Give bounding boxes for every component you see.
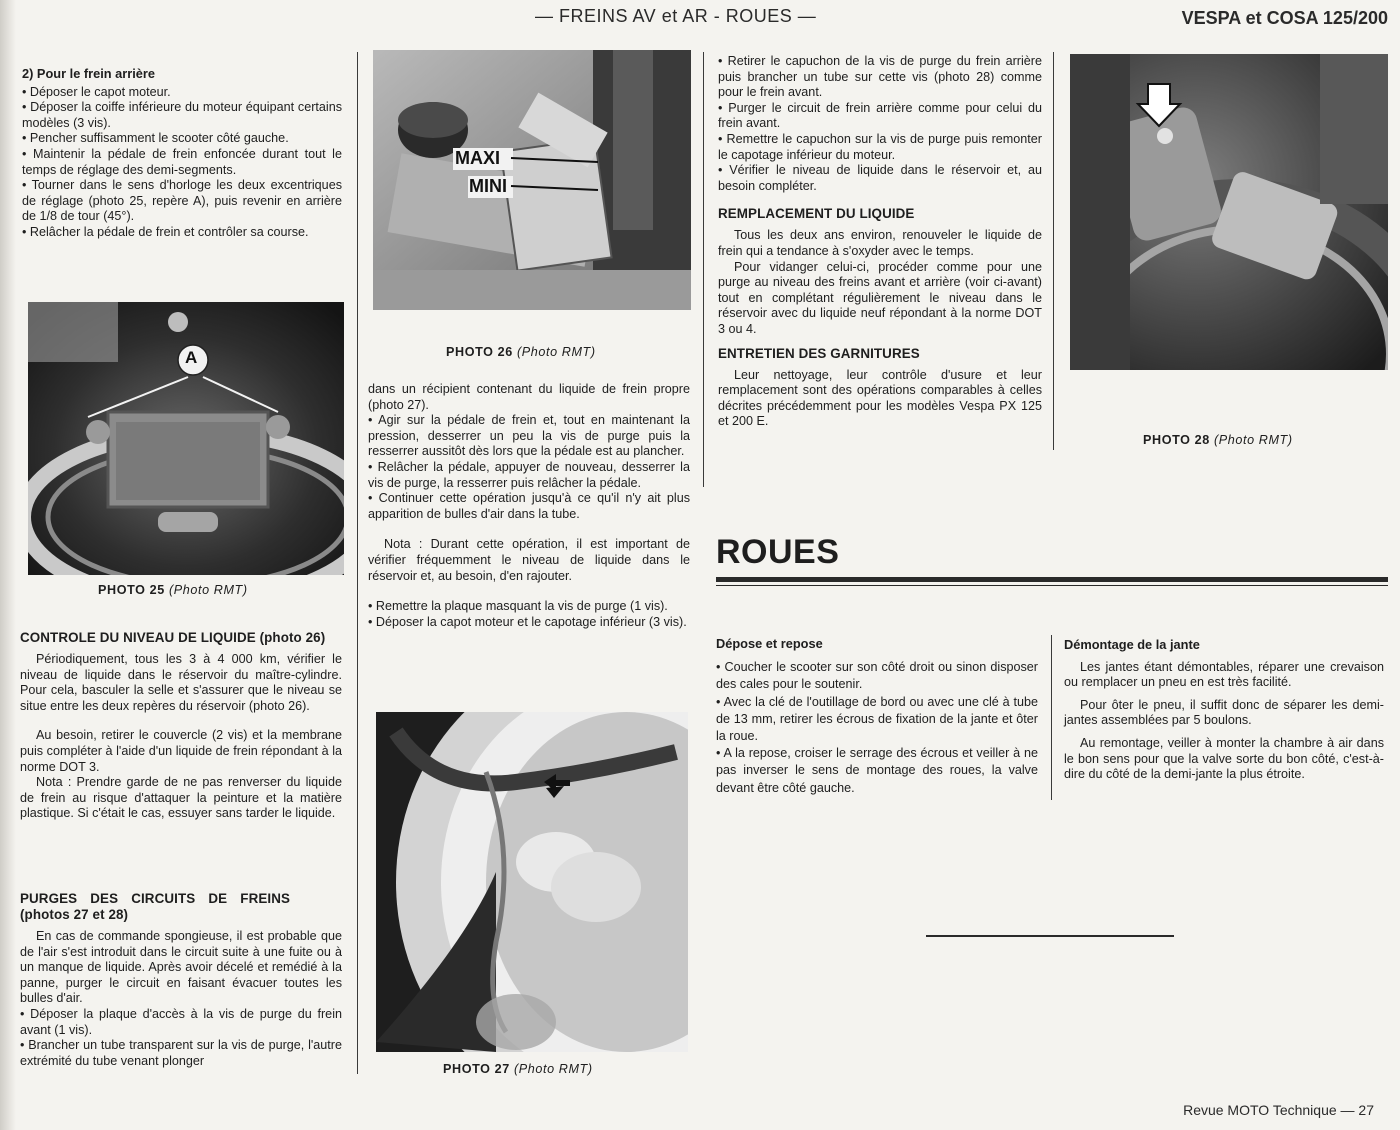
bullet: • Maintenir la pédale de frein enfoncée durant tout le temps de réglage des demi-segments. [22,146,342,177]
caption-label: PHOTO 28 [1143,433,1210,447]
section-title-entretien: ENTRETIEN DES GARNITURES [718,345,920,361]
end-of-article-rule [926,935,1174,937]
bullet: • Remettre la plaque masquant la vis de purge (1 vis). [368,599,668,614]
photo-26 [373,50,691,310]
photo-26-caption [446,345,596,359]
photo-28-caption [1143,433,1293,447]
photo-27 [376,712,688,1052]
caption-credit: (Photo RMT) [1213,433,1293,447]
col1-top-text [22,66,342,241]
paragraph: Les jantes étant démontables, réparer une crevaison ou remplacer un pneu en est très facilité. [1064,659,1384,690]
bullet: • Déposer la plaque d'accès à la vis de purge du frein avant (1 vis). [20,1006,342,1037]
subsection-title-demontage: Démontage de la jante [1064,637,1200,652]
bullet: • Relâcher la pédale, appuyer de nouveau, desserrer la vis de purge, la resserrer puis relâcher la pédale. [368,459,690,490]
bullet: • Brancher un tube transparent sur la vis de purge, l'autre extrémité du tube venant plonger [20,1038,342,1068]
roues-demontage-section [1064,637,1384,783]
paragraph: Pour vidanger celui-ci, procéder comme pour une purge au niveau des freins avant et arrière (voir ci-avant) tout en complétant régulièrement le niveau dans le réservoir avec du liquide neuf répondant à la norme DOT 3 ou 4. [718,259,1042,336]
page-footer [1183,1102,1374,1118]
bullet: • A la repose, croiser le serrage des écrous et veiller à ne pas inverser le sens de montage des roues, la valve devant être côté gauche. [716,746,1038,795]
column-divider-1 [357,52,358,1074]
col1-purges-section [20,891,342,1069]
col1-controle-section [20,630,342,822]
roues-title-rule-thin [716,585,1388,586]
bullet: • Vérifier le niveau de liquide dans le réservoir et, au besoin compléter. [718,163,1042,193]
roues-depose-section [716,635,1038,797]
bullet: • Coucher le scooter sur son côté droit ou sinon disposer des cales pour le soutenir. [716,660,1038,692]
section-title-purges: PURGES DES CIRCUITS DE FREINS (photos 27 et 28) [20,891,290,922]
photo-27-caption [443,1062,593,1076]
photo-26-label-maxi: MAXI [455,148,500,168]
nota-paragraph: Nota : Prendre garde de ne pas renverser du liquide de frein au risque d'attaquer la peinture et la matière plastique. Si c'était le cas, essuyer sans tarder le liquide. [20,775,342,821]
bullet: • Continuer cette opération jusqu'à ce qu'il n'y ait plus apparition de bulles d'air dans la tube. [368,491,690,521]
bullet: • Avec la clé de l'outillage de bord ou avec une clé à tube de 13 mm, retirer les écrous de fixation de la jante et ôter la roue. [716,694,1038,744]
section-title-roues: ROUES [716,533,840,571]
bullet: • Déposer le capot moteur. [22,84,171,99]
caption-credit: (Photo RMT) [513,1062,593,1076]
caption-label: PHOTO 27 [443,1062,510,1076]
bullet: • Agir sur la pédale de frein et, tout en maintenant la pression, desserrer un peu la vis de purge puis la resserrer aussitôt dès lors que la pédale est au plancher. [368,413,690,459]
section-title-remplacement: REMPLACEMENT DU LIQUIDE [718,206,915,222]
paragraph: Au besoin, retirer le couvercle (2 vis) et la membrane puis compléter à l'aide d'un liquide de frein répondant à la norme DOT 3. [20,728,342,774]
bullet: • Remettre le capuchon sur la vis de purge puis remonter le capotage inférieur du moteur. [718,131,1042,162]
running-header-title: — FREINS AV et AR - ROUES — [535,6,817,26]
caption-credit: (Photo RMT) [168,583,248,597]
paragraph: En cas de commande spongieuse, il est probable que de l'air s'est introduit dans le circuit suite à une fuite ou à un manque de liquide. Après avoir décelé et remédié à la panne, purger le circuit en faisant évacuer toutes les bulles d'air. [20,929,342,1006]
column-divider-4 [1051,635,1052,800]
col3-text [718,54,1042,430]
photo-26-label-mini: MINI [469,176,507,196]
paragraph: dans un récipient contenant du liquide de frein propre (photo 27). [368,382,690,412]
roues-title-rule-thick [716,577,1388,582]
photo-25 [28,302,344,575]
paragraph: Pour ôter le pneu, il suffit donc de séparer les demi-jantes assemblées par 5 boulons. [1064,697,1384,728]
subsection-title-depose: Dépose et repose [716,636,823,651]
bullet: • Purger le circuit de frein arrière comme pour celui du frein avant. [718,100,1042,131]
bullet: • Déposer la capot moteur et le capotage inférieur (3 vis). [368,614,687,629]
paragraph: Tous les deux ans environ, renouveler le liquide de frein qui a tendance à s'oxyder avec le temps. [718,228,1042,258]
running-header-model: VESPA et COSA 125/200 [1181,8,1388,28]
bullet: • Relâcher la pédale de frein et contrôler sa course. [22,224,309,239]
col2-text [368,382,690,630]
caption-label: PHOTO 26 [446,345,513,359]
bullet: • Retirer le capuchon de la vis de purge du frein arrière puis brancher un tube sur cette vis (photo 28) comme pour le frein avant. [718,54,1042,100]
section-title-frein-arriere: 2) Pour le frein arrière [22,66,155,81]
paragraph: Au remontage, veiller à monter la chambre à air dans le bon sens pour que la valve sorte du bon côté, c'est-à-dire du côté de la demi-jante la plus étroite. [1064,735,1384,782]
section-title-controle: CONTROLE DU NIVEAU DE LIQUIDE (photo 26) [20,630,326,645]
bullet: • Déposer la coiffe inférieure du moteur équipant certains modèles (3 vis). [22,100,342,130]
photo-25-caption [98,583,248,597]
column-divider-3 [1053,52,1054,450]
caption-label: PHOTO 25 [98,583,165,597]
page-binding-shadow [0,0,16,1130]
photo-25-marker-a: A [185,348,198,367]
column-divider-2 [703,52,704,487]
caption-credit: (Photo RMT) [516,345,596,359]
footer-magazine: Revue MOTO Technique — [1183,1102,1355,1118]
footer-page-number: 27 [1358,1102,1374,1118]
photo-28 [1070,54,1388,370]
nota-paragraph: Nota : Durant cette opération, il est important de vérifier fréquemment le niveau de liquide dans le réservoir et, au besoin, d'en rajouter. [368,537,690,583]
paragraph: Périodiquement, tous les 3 à 4 000 km, vérifier le niveau de liquide dans le réservoir du maître-cylindre. Pour cela, basculer la selle et s'assurer que le niveau se situe entre les deux repères du réservoir (photo 26). [20,652,342,713]
bullet: • Tourner dans le sens d'horloge les deux excentriques de réglage (photo 25, repère A), puis revenir en arrière de 1/8 de tour (45°). [22,178,342,224]
paragraph: Leur nettoyage, leur contrôle d'usure et leur remplacement sont des opérations comparables à celles décrites précédemment pour les modèles Vespa PX 125 et 200 E. [718,367,1042,429]
bullet: • Pencher suffisamment le scooter côté gauche. [22,131,289,146]
